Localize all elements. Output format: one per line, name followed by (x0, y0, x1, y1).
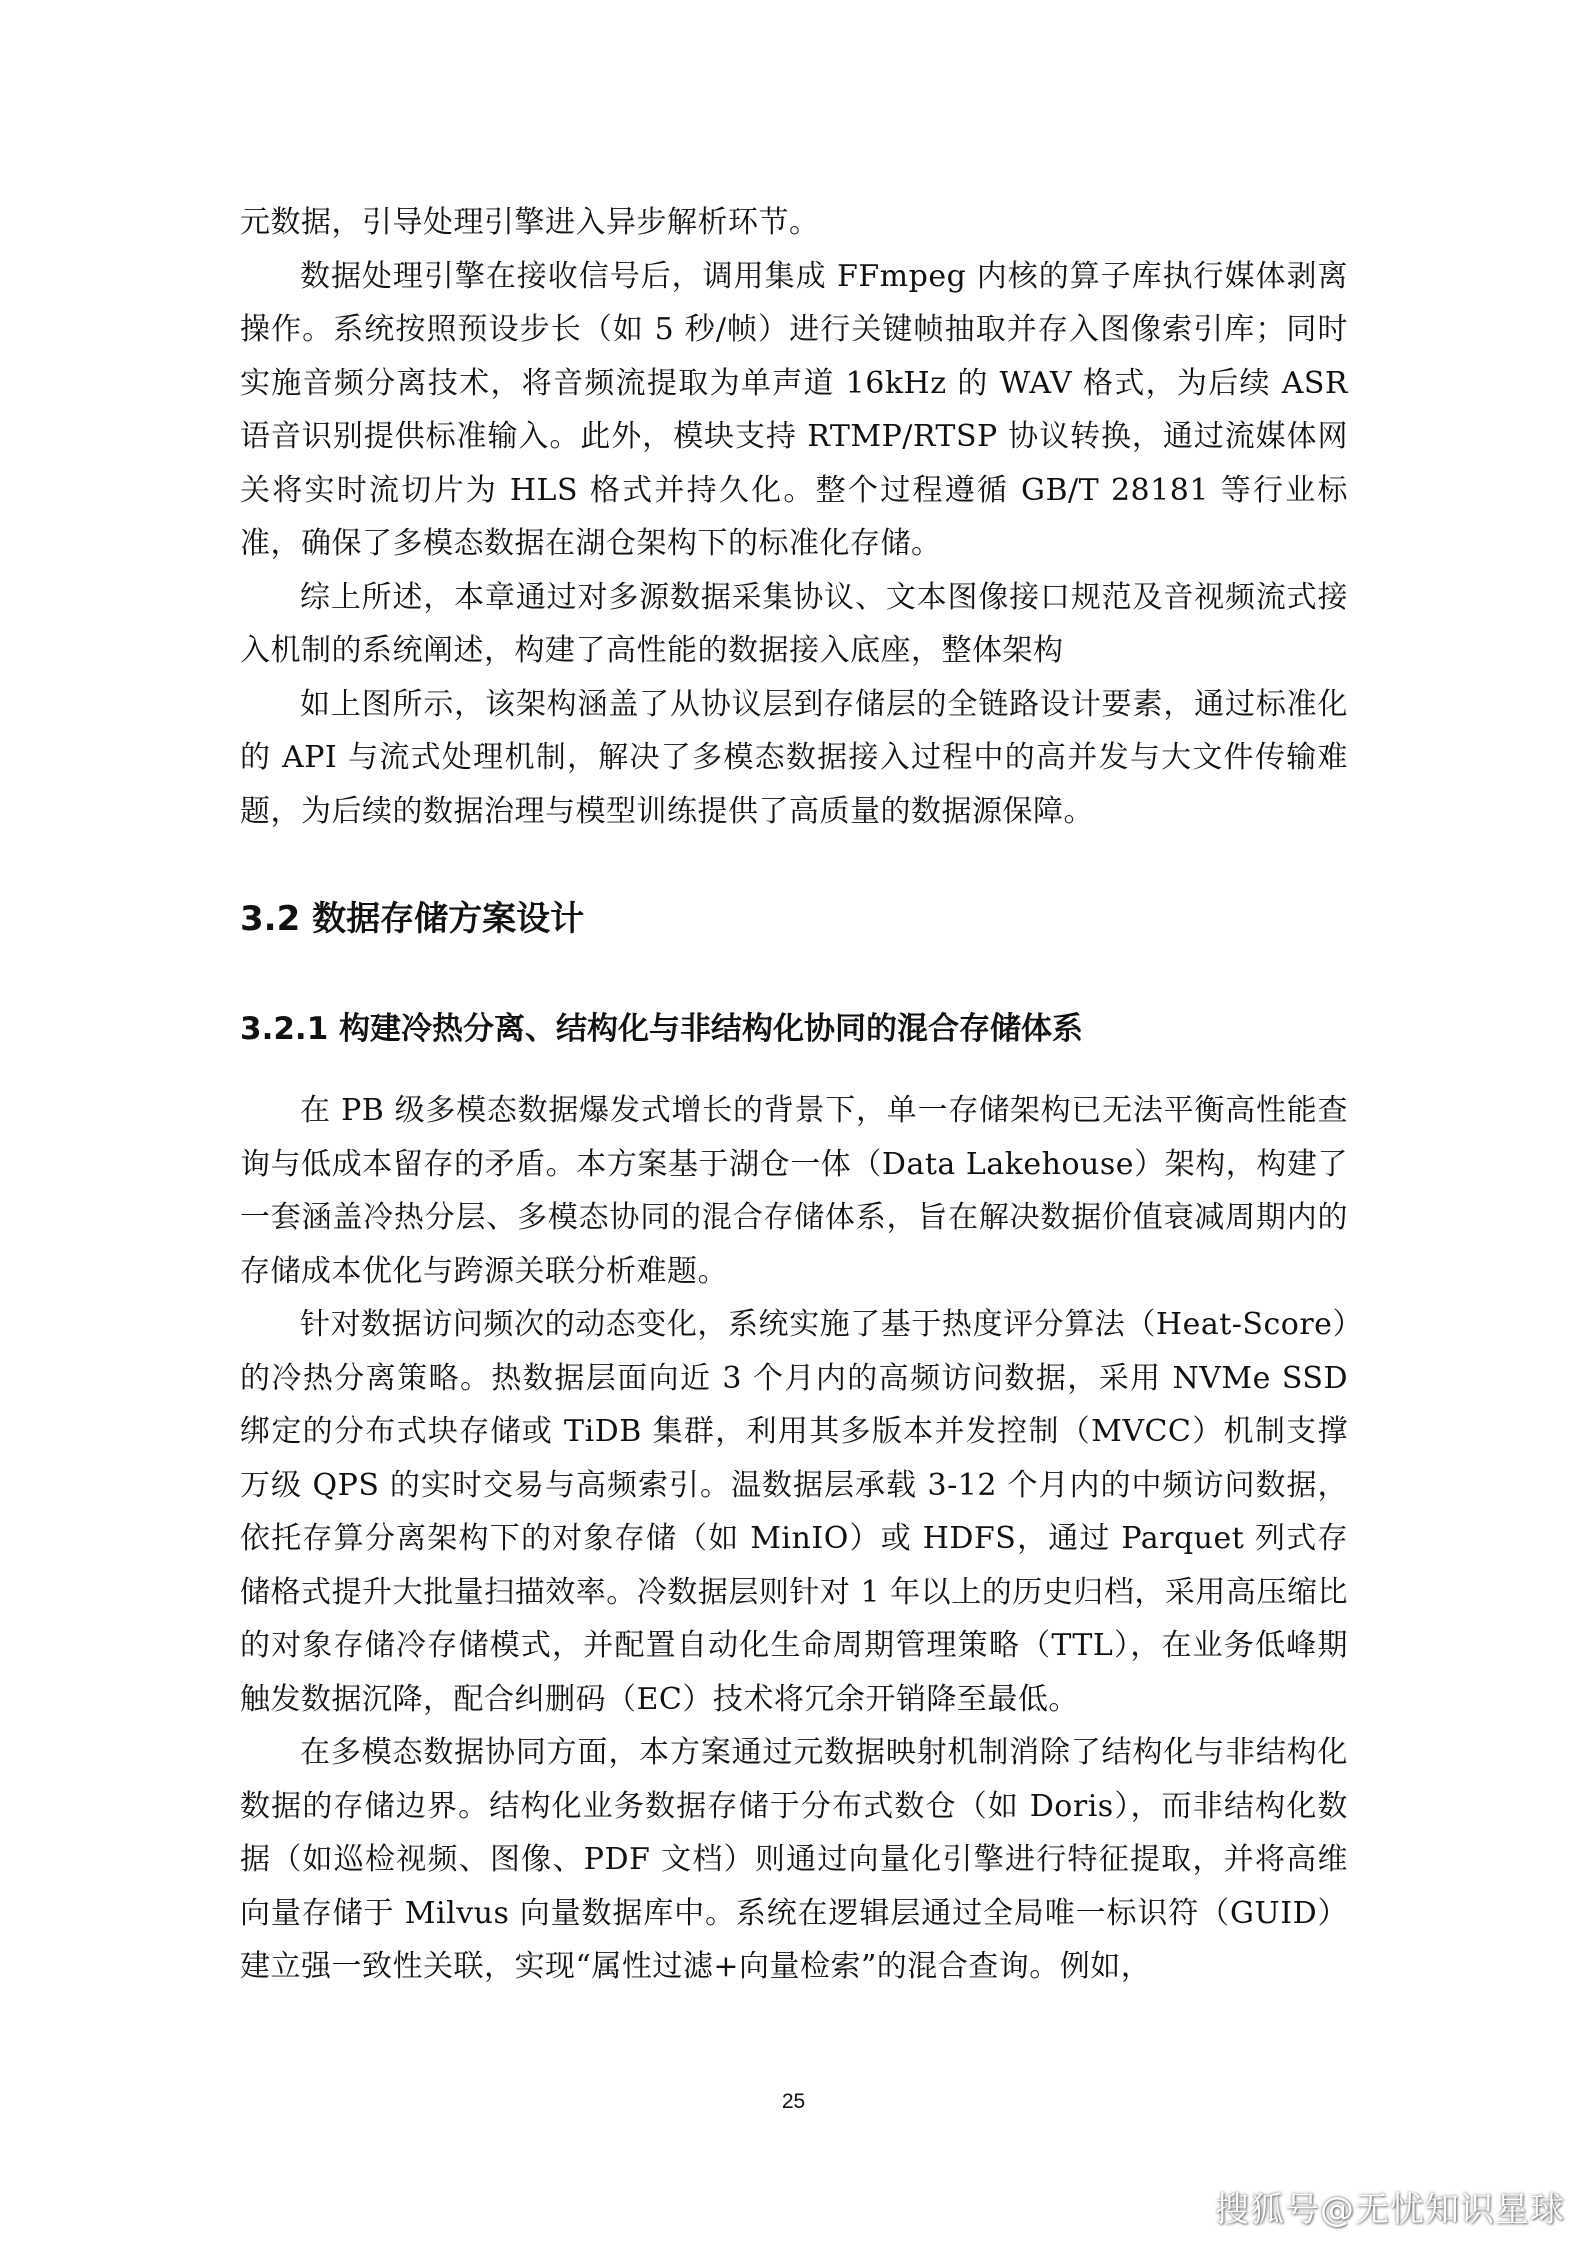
paragraph-continued: 元数据，引导处理引擎进入异步解析环节。 (240, 205, 820, 240)
subsection-heading: 3.2.1 构建冷热分离、结构化与非结构化协同的混合存储体系 (240, 1011, 1084, 1047)
watermark: 搜狐号@无忧知识星球 (1215, 2190, 1565, 2230)
paragraph-multimodal-collab: 在多模态数据协同方面，本方案通过元数据映射机制消除了结构化与非结构化数据的存储边界。结构化业务数据存储于分布式数仓（如 Doris），而非结构化数据（如巡检视频、图像、PDF 文档）则通过向量化引擎进行特征提取，并将高维向量存储于 Milvus 向量数据库中。系统在逻辑层通过全局唯一标识符（GUID）建立强一致性关联，实现“属性过滤+向量检索”的混合查询。例如， (240, 1735, 1348, 1984)
paragraph-summary: 综上所述，本章通过对多源数据采集协议、文本图像接口规范及音视频流式接入机制的系统阐述，构建了高性能的数据接入底座，整体架构 (240, 579, 1348, 668)
page-number: 25 (781, 2090, 806, 2113)
paragraph-architecture: 如上图所示，该架构涵盖了从协议层到存储层的全链路设计要素，通过标准化的 API 与流式处理机制，解决了多模态数据接入过程中的高并发与大文件传输难题，为后续的数据治理与模型训练提供了高质量的数据源保障。 (240, 686, 1348, 829)
document-body (240, 196, 1348, 1994)
paragraph-hot-cold-tiering: 针对数据访问频次的动态变化，系统实施了基于热度评分算法（Heat-Score）的冷热分离策略。热数据层面向近 3 个月内的高频访问数据，采用 NVMe SSD 绑定的分布式块存储或 TiDB 集群，利用其多版本并发控制（MVCC）机制支撑万级 QPS 的实时交易与高频索引。温数据层承载 3-12 个月内的中频访问数据，依托存算分离架构下的对象存储（如 MinIO）或 HDFS，通过 Parquet 列式存储格式提升大批量扫描效率。冷数据层则针对 1 年以上的历史归档，采用高压缩比的对象存储冷存储模式，并配置自动化生命周期管理策略（TTL），在业务低峰期触发数据沉降，配合纠删码（EC）技术将冗余开销降至最低。 (240, 1307, 1348, 1717)
paragraph-media-processing: 数据处理引擎在接收信号后，调用集成 FFmpeg 内核的算子库执行媒体剥离操作。系统按照预设步长（如 5 秒/帧）进行关键帧抽取并存入图像索引库；同时实施音频分离技术，将音频流提取为单声道 16kHz 的 WAV 格式，为后续 ASR 语音识别提供标准输入。此外，模块支持 RTMP/RTSP 协议转换，通过流媒体网关将实时流切片为 HLS 格式并持久化。整个过程遵循 GB/T 28181 等行业标准，确保了多模态数据在湖仓架构下的标准化存储。 (240, 258, 1348, 561)
section-heading: 3.2 数据存储方案设计 (240, 899, 585, 939)
paragraph-storage-intro: 在 PB 级多模态数据爆发式增长的背景下，单一存储架构已无法平衡高性能查询与低成本留存的矛盾。本方案基于湖仓一体（Data Lakehouse）架构，构建了一套涵盖冷热分层、多模态协同的混合存储体系，旨在解决数据价值衰减周期内的存储成本优化与跨源关联分析难题。 (240, 1093, 1348, 1289)
